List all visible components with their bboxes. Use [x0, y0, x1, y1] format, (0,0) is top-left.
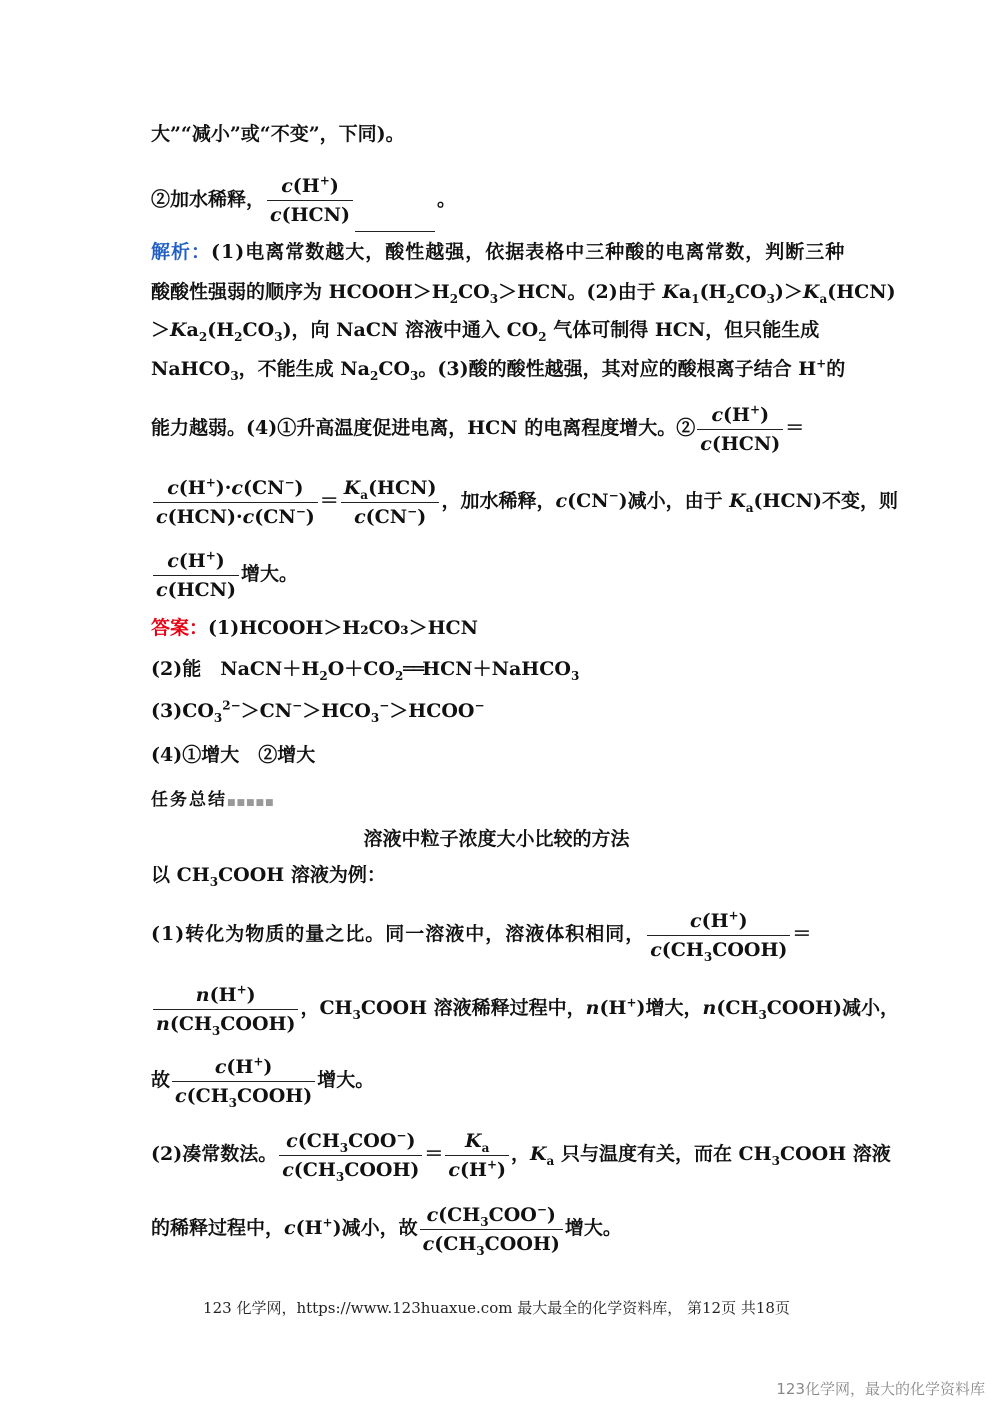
analysis-line-1: 解析：(1)电离常数越大，酸性越强，依据表格中三种酸的电离常数，判断三种 — [151, 241, 846, 263]
summary-p2-line-2: 的稀释过程中，c(H+)减小，故 $\frac{c(CH_3COO^-)}{c(CH_3COOH)}$ 增大。 — [151, 1202, 622, 1258]
summary-p2-line-1: (2)凑常数法。 $\frac{c(CH_3COO^-)}{c(CH_3COOH)}$ ＝ $\frac{K_a}{c(H^+)}$ ，$K_a$ 只与温度有关，而在 $CH_3COOH$ 溶液 — [151, 1128, 891, 1184]
summary-p1-line-1: (1)转化为物质的量之比。同一溶液中，溶液体积相同， $\frac{c(H^+)}{c(CH_3COOH)}$ ＝ — [151, 908, 813, 964]
analysis-line-6: $\frac{c(H^+)\cdot c(CN^-)}{c(HCN)\cdot c(CN^-)}$ ＝ $\frac{K_a(HCN)}{c(CN^-)}$ ，加水稀释，c(CN−)减小，由于 $K_a(HCN)$不变，则 — [151, 470, 851, 532]
analysis-line-2: 酸酸性强弱的顺序为 $HCOOH>H_2CO_3>HCN$。(2)由于 $Ka_1(H_2CO_3)>K_a(HCN)$ — [151, 281, 896, 306]
answer-line-4: (4)①增大 ②增大 — [151, 744, 316, 766]
answer-line-2: (2)能 $NaCN+H_2O+CO_2══HCN+NaHCO_3$ — [151, 658, 580, 683]
question-2-line: ②加水稀释， $\frac{c(H^+)}{\text{c(HCN)}}$ 。 — [151, 172, 851, 232]
summary-intro: 以 $CH_3COOH$ 溶液为例： — [151, 864, 386, 889]
watermark: 123化学网，最大的化学资料库 — [776, 1380, 985, 1398]
answer-line-3: $(3)CO_3^{2-}>CN^->HCO_3^->HCOO^-$ — [151, 698, 485, 725]
analysis-line-5: 能力越弱。(4)①升高温度促进电离，HCN 的电离程度增大。② $\frac{c(H^+)}{\text{c(HCN)}}$ ＝ — [151, 398, 851, 458]
fraction-h-cn-over-hcn-cn: $\frac{c(H^+)\cdot c(CN^-)}{c(HCN)\cdot c(CN^-)}$ — [153, 474, 318, 531]
summary-title: 溶液中粒子浓度大小比较的方法 — [363, 828, 630, 850]
page-footer: 123 化学网，https://www.123huaxue.com 最大最全的化学资料库， 第12页 共18页 — [203, 1299, 790, 1317]
fraction-ch3coo-over-ch3cooh: $\frac{c(CH_3COO^-)}{c(CH_3COOH)}$ — [420, 1201, 563, 1258]
text-line-1: 大”“减小”或“不变”，下同)。 — [151, 123, 405, 145]
fraction-ka-over-h: $\frac{K_a}{c(H^+)}$ — [445, 1127, 509, 1184]
answer-line-1: 答案：(1)HCOOH＞H₂CO₃＞HCN — [151, 617, 479, 639]
fraction-h-over-ch3cooh: $\frac{c(H^+)}{c(CH_3COOH)}$ — [172, 1053, 315, 1110]
analysis-line-3: $>Ka_2(H_2CO_3)$，向 NaCN 溶液中通入 $CO_2$ 气体可制得 HCN，但只能生成 — [151, 319, 820, 344]
summary-p1-line-3: 故 $\frac{c(H^+)}{c(CH_3COOH)}$ 增大。 — [151, 1054, 375, 1110]
fraction-h-over-hcn: $\frac{c(H^+)}{\text{c(HCN)}}$ — [153, 547, 239, 604]
analysis-line-7: $\frac{c(H^+)}{\text{c(HCN)}}$ 增大。 — [151, 543, 851, 605]
fraction-ka-over-cn: $\frac{K_a(HCN)}{c(CN^-)}$ — [341, 474, 440, 531]
fraction-h-over-ch3cooh: $\frac{c(H^+)}{c(CH_3COOH)}$ — [647, 907, 790, 964]
answer-blank — [355, 231, 435, 232]
fraction-h-over-hcn: $\frac{c(H^+)}{\text{c(HCN)}}$ — [267, 172, 353, 229]
summary-p1-line-2: $\frac{n(H^+)}{n(CH_3COOH)}$ ，$CH_3COOH$ 溶液稀释过程中，n(H+)增大，$n(CH_3COOH)$减小， — [151, 976, 851, 1040]
fraction-nh-over-nch3cooh: $\frac{n(H^+)}{n(CH_3COOH)}$ — [153, 981, 298, 1038]
fraction-ch3coo-over-ch3cooh: $\frac{c(CH_3COO^-)}{c(CH_3COOH)}$ — [279, 1127, 422, 1184]
summary-label: 任务总结■■■■■ — [151, 790, 275, 810]
analysis-line-4: NaHCO$_3$，不能生成 $Na_2CO_3$。(3)酸的酸性越强，其对应的酸根离子结合 H+的 — [151, 356, 846, 383]
fraction-h-over-hcn: $\frac{c(H^+)}{\text{c(HCN)}}$ — [697, 401, 783, 458]
